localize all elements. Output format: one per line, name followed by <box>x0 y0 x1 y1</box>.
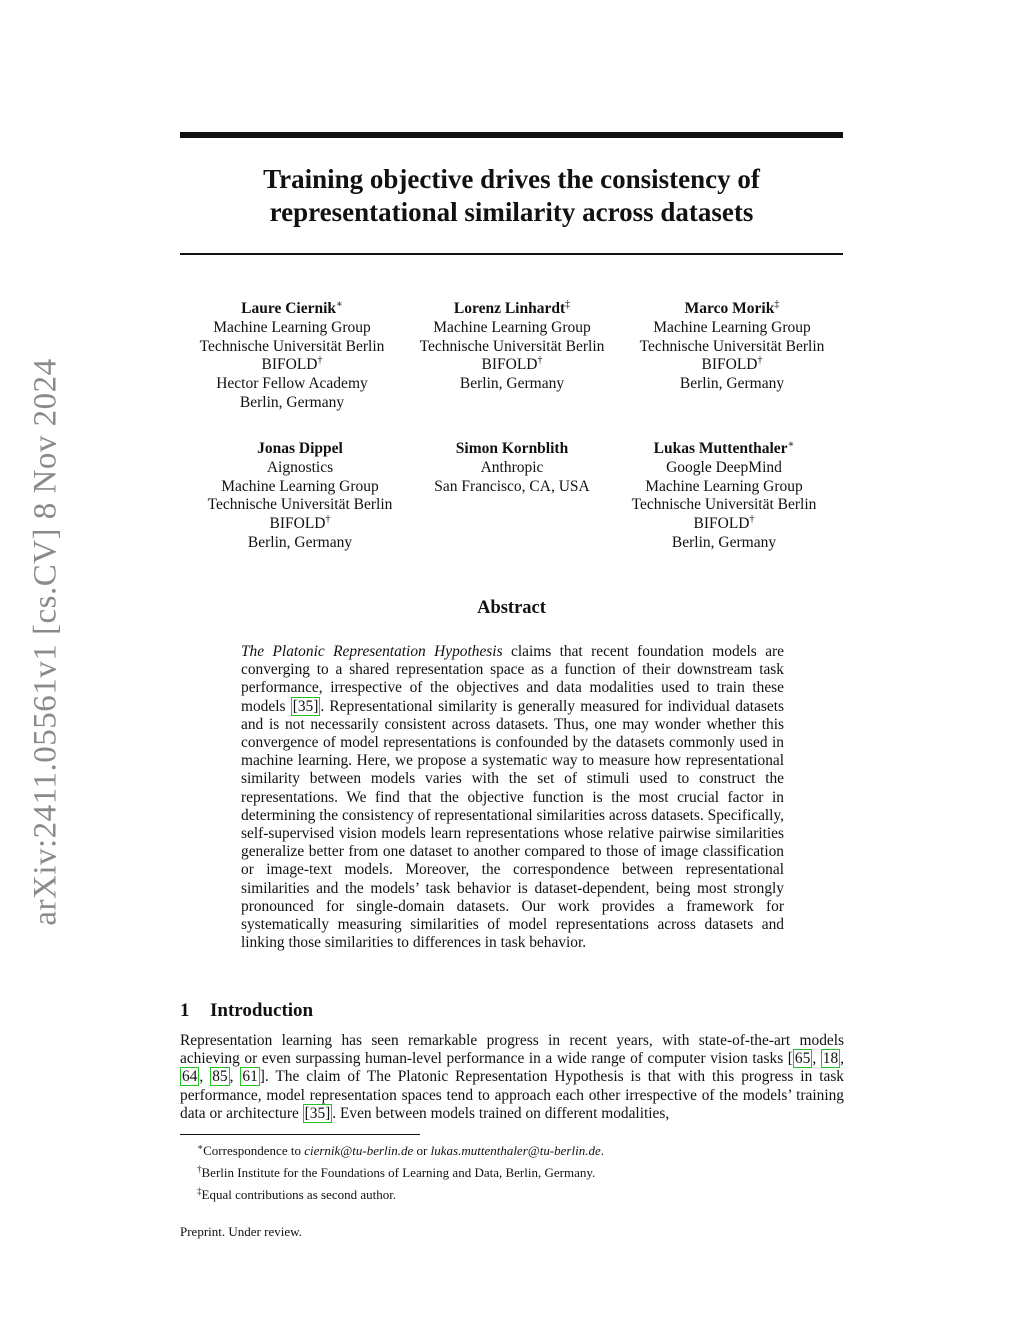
author-mark: ‡ <box>565 299 571 310</box>
author-name: Laure Ciernik <box>241 300 337 317</box>
section-title: Introduction <box>210 1000 314 1021</box>
bifold-mark: † <box>749 514 755 526</box>
footnote-mark: ‡ <box>197 1186 202 1196</box>
author-mark: ∗ <box>336 299 343 310</box>
author-name: Lukas Muttenthaler <box>653 440 788 457</box>
footnote-equal-contribution <box>180 1182 844 1204</box>
citation-link[interactable]: 61 <box>242 1068 258 1086</box>
author-name: Simon Kornblith <box>455 440 569 457</box>
author-affiliation: BIFOLD <box>693 515 750 533</box>
author-affiliation: Technische Universität Berlin <box>419 337 605 355</box>
author-affiliation: Machine Learning Group <box>653 318 811 336</box>
author-block-ciernik <box>172 300 412 413</box>
footnote-correspondence <box>180 1138 844 1160</box>
author-affiliation: Technische Universität Berlin <box>199 337 385 355</box>
author-affiliation: Machine Learning Group <box>221 477 379 495</box>
author-mark: ∗ <box>787 439 795 450</box>
author-affiliation: Technische Universität Berlin <box>207 496 393 514</box>
author-affiliation: BIFOLD <box>701 356 758 374</box>
preprint-footer: Preprint. Under review. <box>180 1224 302 1239</box>
author-location: Berlin, Germany <box>247 533 353 551</box>
cite-bracket: [ <box>787 1050 793 1068</box>
author-location: Berlin, Germany <box>671 533 777 551</box>
abstract-text: . Representational similarity is generally measured for individual datasets and is not necessarily consistent across datasets. Thus, one may wonder whether this convergence of model representations is confounded by the datasets commonly used in machine learning. Here, we propose a systematic way to measure how representational similarity between models varies with the set of stimuli used to construct the representations. We find that the objective function is the most crucial factor in determining the consistency of representational similarities across datasets. Specifically, self-supervised vision models learn representations whose relative pairwise similarities generalize better from one dataset to another compared to those of image classification or image-text models. Moreover, the correspondence between representational similarities and the models’ task behavior is dataset-dependent, being most strongly pronounced for single-domain datasets. Our work provides a framework for systematically measuring similarities of model representations across datasets and linking those similarities to differences in task behavior. <box>241 697 784 952</box>
footnote-text: or <box>413 1143 431 1158</box>
citation-link[interactable]: 85 <box>212 1068 228 1086</box>
author-name: Lorenz Linhardt <box>453 300 566 317</box>
author-location: Berlin, Germany <box>459 375 565 393</box>
footnote-text: Berlin Institute for the Foundations of Learning and Data, Berlin, Germany. <box>201 1165 596 1180</box>
section-heading-introduction <box>180 1000 313 1022</box>
abstract-italic-lead: The Platonic Representation Hypothesis <box>241 643 503 660</box>
author-affiliation: Anthropic <box>480 458 544 476</box>
author-affiliation: BIFOLD <box>481 356 538 374</box>
author-affiliation: Aignostics <box>266 458 334 476</box>
author-affiliation: BIFOLD <box>269 515 326 533</box>
paper-title <box>180 163 843 229</box>
title-bottom-rule <box>180 253 843 255</box>
author-affiliation: Hector Fellow Academy <box>216 375 368 393</box>
author-block-linhardt <box>392 300 632 394</box>
footnote-text: Correspondence to <box>203 1143 305 1158</box>
author-location: Berlin, Germany <box>239 393 345 411</box>
cite-bracket: ] <box>259 1068 265 1086</box>
title-top-rule <box>180 132 843 138</box>
arxiv-stamp-text: arXiv:2411.05561v1 [cs.CV] 8 Nov 2024 <box>27 358 64 926</box>
author-affiliation: Technische Universität Berlin <box>631 496 817 514</box>
author-name: Marco Morik <box>684 300 775 317</box>
intro-text: . Even between models trained on different modalities, <box>332 1104 670 1122</box>
title-line-1: Training objective drives the consistency of <box>263 164 760 194</box>
footnote-mark: ∗ <box>197 1142 204 1152</box>
citation-link[interactable]: [35] <box>304 1104 331 1122</box>
intro-body: Representation learning has seen remarkable progress in recent years, with state-of-the-art models achieving or even surpassing human-level performance in a wide range of computer vision tasks [ 65 , 18 , 64 , 85 , 61 ]. The claim of The Platonic Representation Hypothesis is that with this progress in task performance, model representation spaces tend to approach each other irrespective of the models’ training data or architecture [35] . Even between models trained on different modalities, <box>180 1032 845 1122</box>
intro-text: . The claim of The Platonic Representation Hypothesis is that with this progress in task performance, model representation spaces tend to approach each other irrespective of the models’ training data or architecture <box>180 1068 845 1122</box>
author-block-dippel <box>180 440 420 553</box>
author-affiliation: Technische Universität Berlin <box>639 337 825 355</box>
email-link[interactable]: lukas.muttenthaler@tu-berlin.de <box>430 1143 601 1158</box>
abstract-body <box>241 643 784 952</box>
author-name: Jonas Dippel <box>257 440 343 457</box>
title-line-2: representational similarity across datasets <box>269 197 754 227</box>
footnote-rule <box>180 1134 420 1135</box>
author-location: Berlin, Germany <box>679 375 785 393</box>
author-affiliation: Machine Learning Group <box>433 318 591 336</box>
footnotes <box>180 1138 844 1204</box>
citation-link[interactable]: 65 <box>794 1050 811 1068</box>
citation-link[interactable]: [35] <box>292 697 319 715</box>
author-affiliation: Machine Learning Group <box>645 477 803 495</box>
footnote-bifold <box>180 1160 844 1182</box>
author-mark: ‡ <box>774 299 780 310</box>
author-affiliation: Machine Learning Group <box>213 318 371 336</box>
author-affiliation: BIFOLD <box>261 356 318 374</box>
footnote-text: Equal contributions as second author. <box>201 1187 397 1202</box>
intro-text: Representation learning has seen remarkable progress in recent years, with state-of-the-art models achieving or even surpassing human-level performance in a wide range of computer vision tasks <box>180 1032 844 1068</box>
author-affiliation: Google DeepMind <box>666 458 782 476</box>
author-block-muttenthaler <box>604 440 844 553</box>
section-number: 1 <box>180 1000 190 1021</box>
bifold-mark: † <box>325 514 331 526</box>
footnote-text: . <box>600 1143 604 1158</box>
citation-link[interactable]: 18 <box>822 1050 839 1068</box>
author-block-kornblith <box>392 440 632 496</box>
email-link[interactable]: ciernik@tu-berlin.de <box>304 1143 414 1158</box>
abstract-text: claims that recent foundation models are converging to a shared representation space as a function of their downstream task performance, irrespective of the objectives and data modalities used to train these models <box>241 643 784 715</box>
bifold-mark: † <box>757 355 763 367</box>
author-location: San Francisco, CA, USA <box>434 477 590 495</box>
bifold-mark: † <box>317 355 323 367</box>
abstract-heading: Abstract <box>477 598 546 618</box>
bifold-mark: † <box>537 355 543 367</box>
author-block-morik <box>612 300 852 394</box>
citation-link[interactable]: 64 <box>182 1068 198 1086</box>
footnote-mark: † <box>197 1164 202 1174</box>
